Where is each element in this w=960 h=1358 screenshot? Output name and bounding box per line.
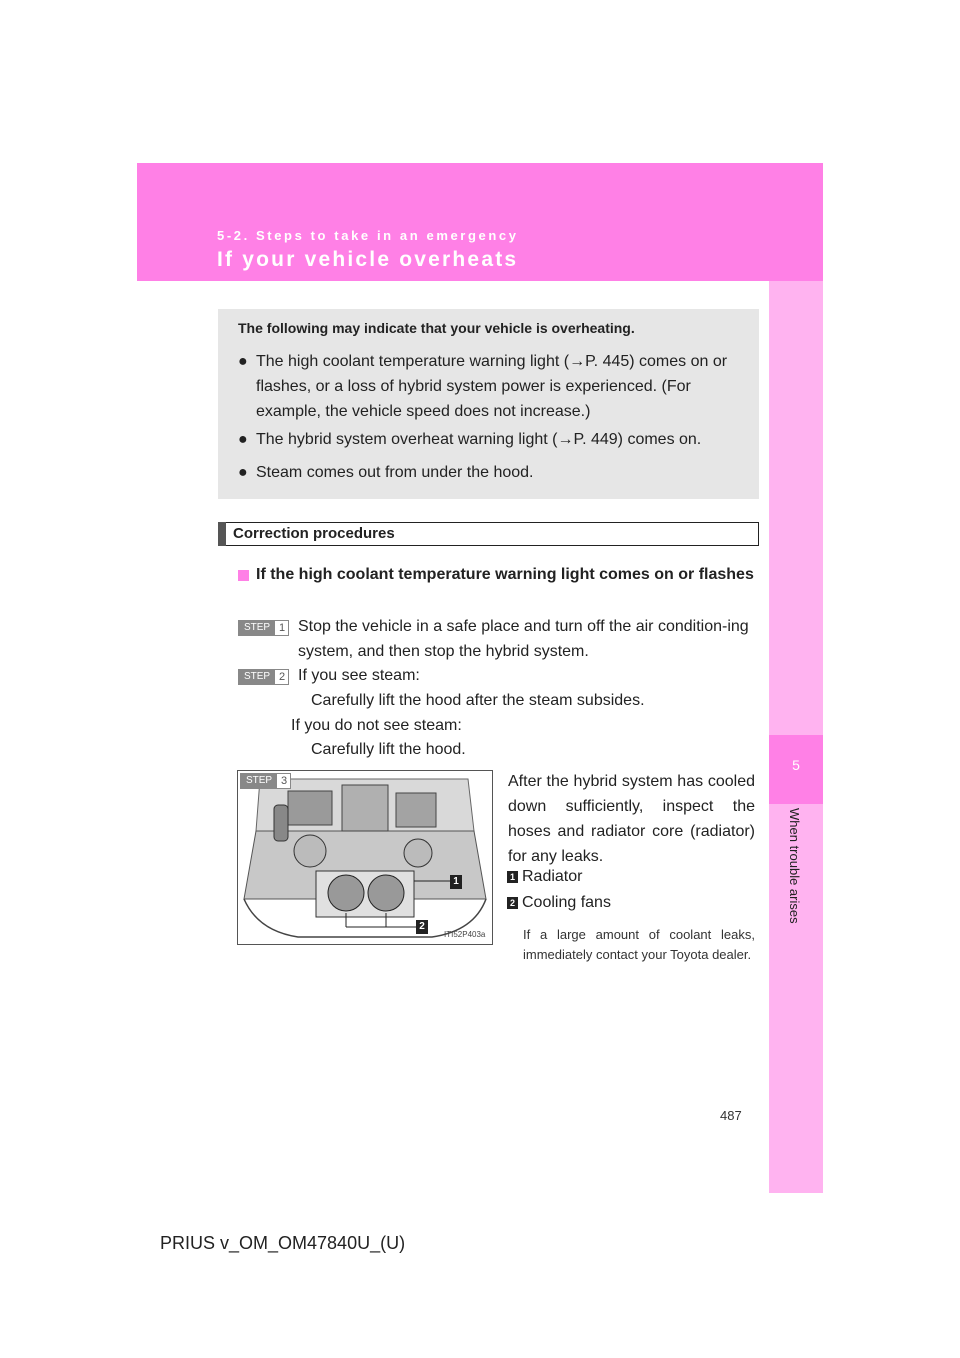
step-2-case-1-action: Carefully lift the hood after the steam subsides. [311, 692, 645, 709]
heading-label: Correction procedures [233, 525, 395, 542]
step-2-case-2-action: Carefully lift the hood. [311, 741, 466, 758]
step-1-text: Stop the vehicle in a safe place and turn off the air condition-ing system, and then stop the hybrid system. [298, 618, 749, 660]
figure-code: ITI52P403a [444, 930, 486, 939]
step-word: STEP [241, 774, 277, 788]
callout-marker-icon: 2 [507, 897, 518, 909]
page-number: 487 [720, 1108, 742, 1123]
bullet-icon: ● [238, 431, 248, 448]
callout-cooling-fans: 2 [416, 920, 428, 934]
callout-radiator: 1 [450, 875, 462, 889]
step-1-badge [238, 620, 289, 636]
section-label: 5-2. Steps to take in an emergency [217, 228, 519, 243]
bullet-icon: ● [238, 464, 248, 481]
callout-marker-icon: 1 [507, 871, 518, 883]
step-word: STEP [239, 621, 275, 635]
chapter-title: When trouble arises [787, 808, 802, 924]
heading-bar [218, 522, 226, 546]
step-number: 3 [280, 775, 288, 787]
list-item [238, 460, 743, 485]
step-2-case-1-label: If you see steam: [298, 667, 420, 684]
list-item [507, 894, 611, 912]
list-item [238, 427, 743, 452]
condition-heading: If the high coolant temperature warning light comes on or flashes [256, 566, 754, 583]
step-2-badge [238, 669, 289, 685]
correction-procedures-heading [218, 522, 759, 546]
page-title: If your vehicle overheats [217, 248, 519, 271]
list-item-text: The high coolant temperature warning light (→P. 445) comes on or flashes, or a loss of hybrid system power is experienced. (For example, the vehicle speed does not increase.) [256, 353, 728, 420]
engine-compartment-illustration [238, 771, 492, 944]
step-3-text: After the hybrid system has cooled down sufficiently, inspect the hoses and radiator core (radiator) for any leaks. [508, 773, 755, 865]
bullet-icon: ● [238, 353, 248, 370]
callout-label: Cooling fans [522, 894, 611, 911]
chapter-number: 5 [792, 757, 800, 773]
step-word: STEP [239, 670, 275, 684]
step-number: 1 [278, 622, 286, 634]
step-number: 2 [278, 671, 286, 683]
coolant-leak-note: If a large amount of coolant leaks, immediately contact your Toyota dealer. [523, 927, 755, 962]
step-2-case-2-label: If you do not see steam: [291, 717, 462, 734]
step-3-badge [240, 773, 291, 789]
list-item [507, 868, 582, 886]
manual-id: PRIUS v_OM_OM47840U_(U) [160, 1233, 406, 1253]
list-item-text: Steam comes out from under the hood. [256, 464, 534, 481]
list-item-text: The hybrid system overheat warning light (→P. 449) comes on. [256, 431, 702, 448]
engine-compartment-figure [237, 770, 493, 945]
callout-label: Radiator [522, 868, 583, 885]
overheat-signs-intro: The following may indicate that your vehicle is overheating. [238, 320, 635, 336]
list-item [238, 349, 743, 424]
square-bullet-icon [238, 570, 249, 581]
